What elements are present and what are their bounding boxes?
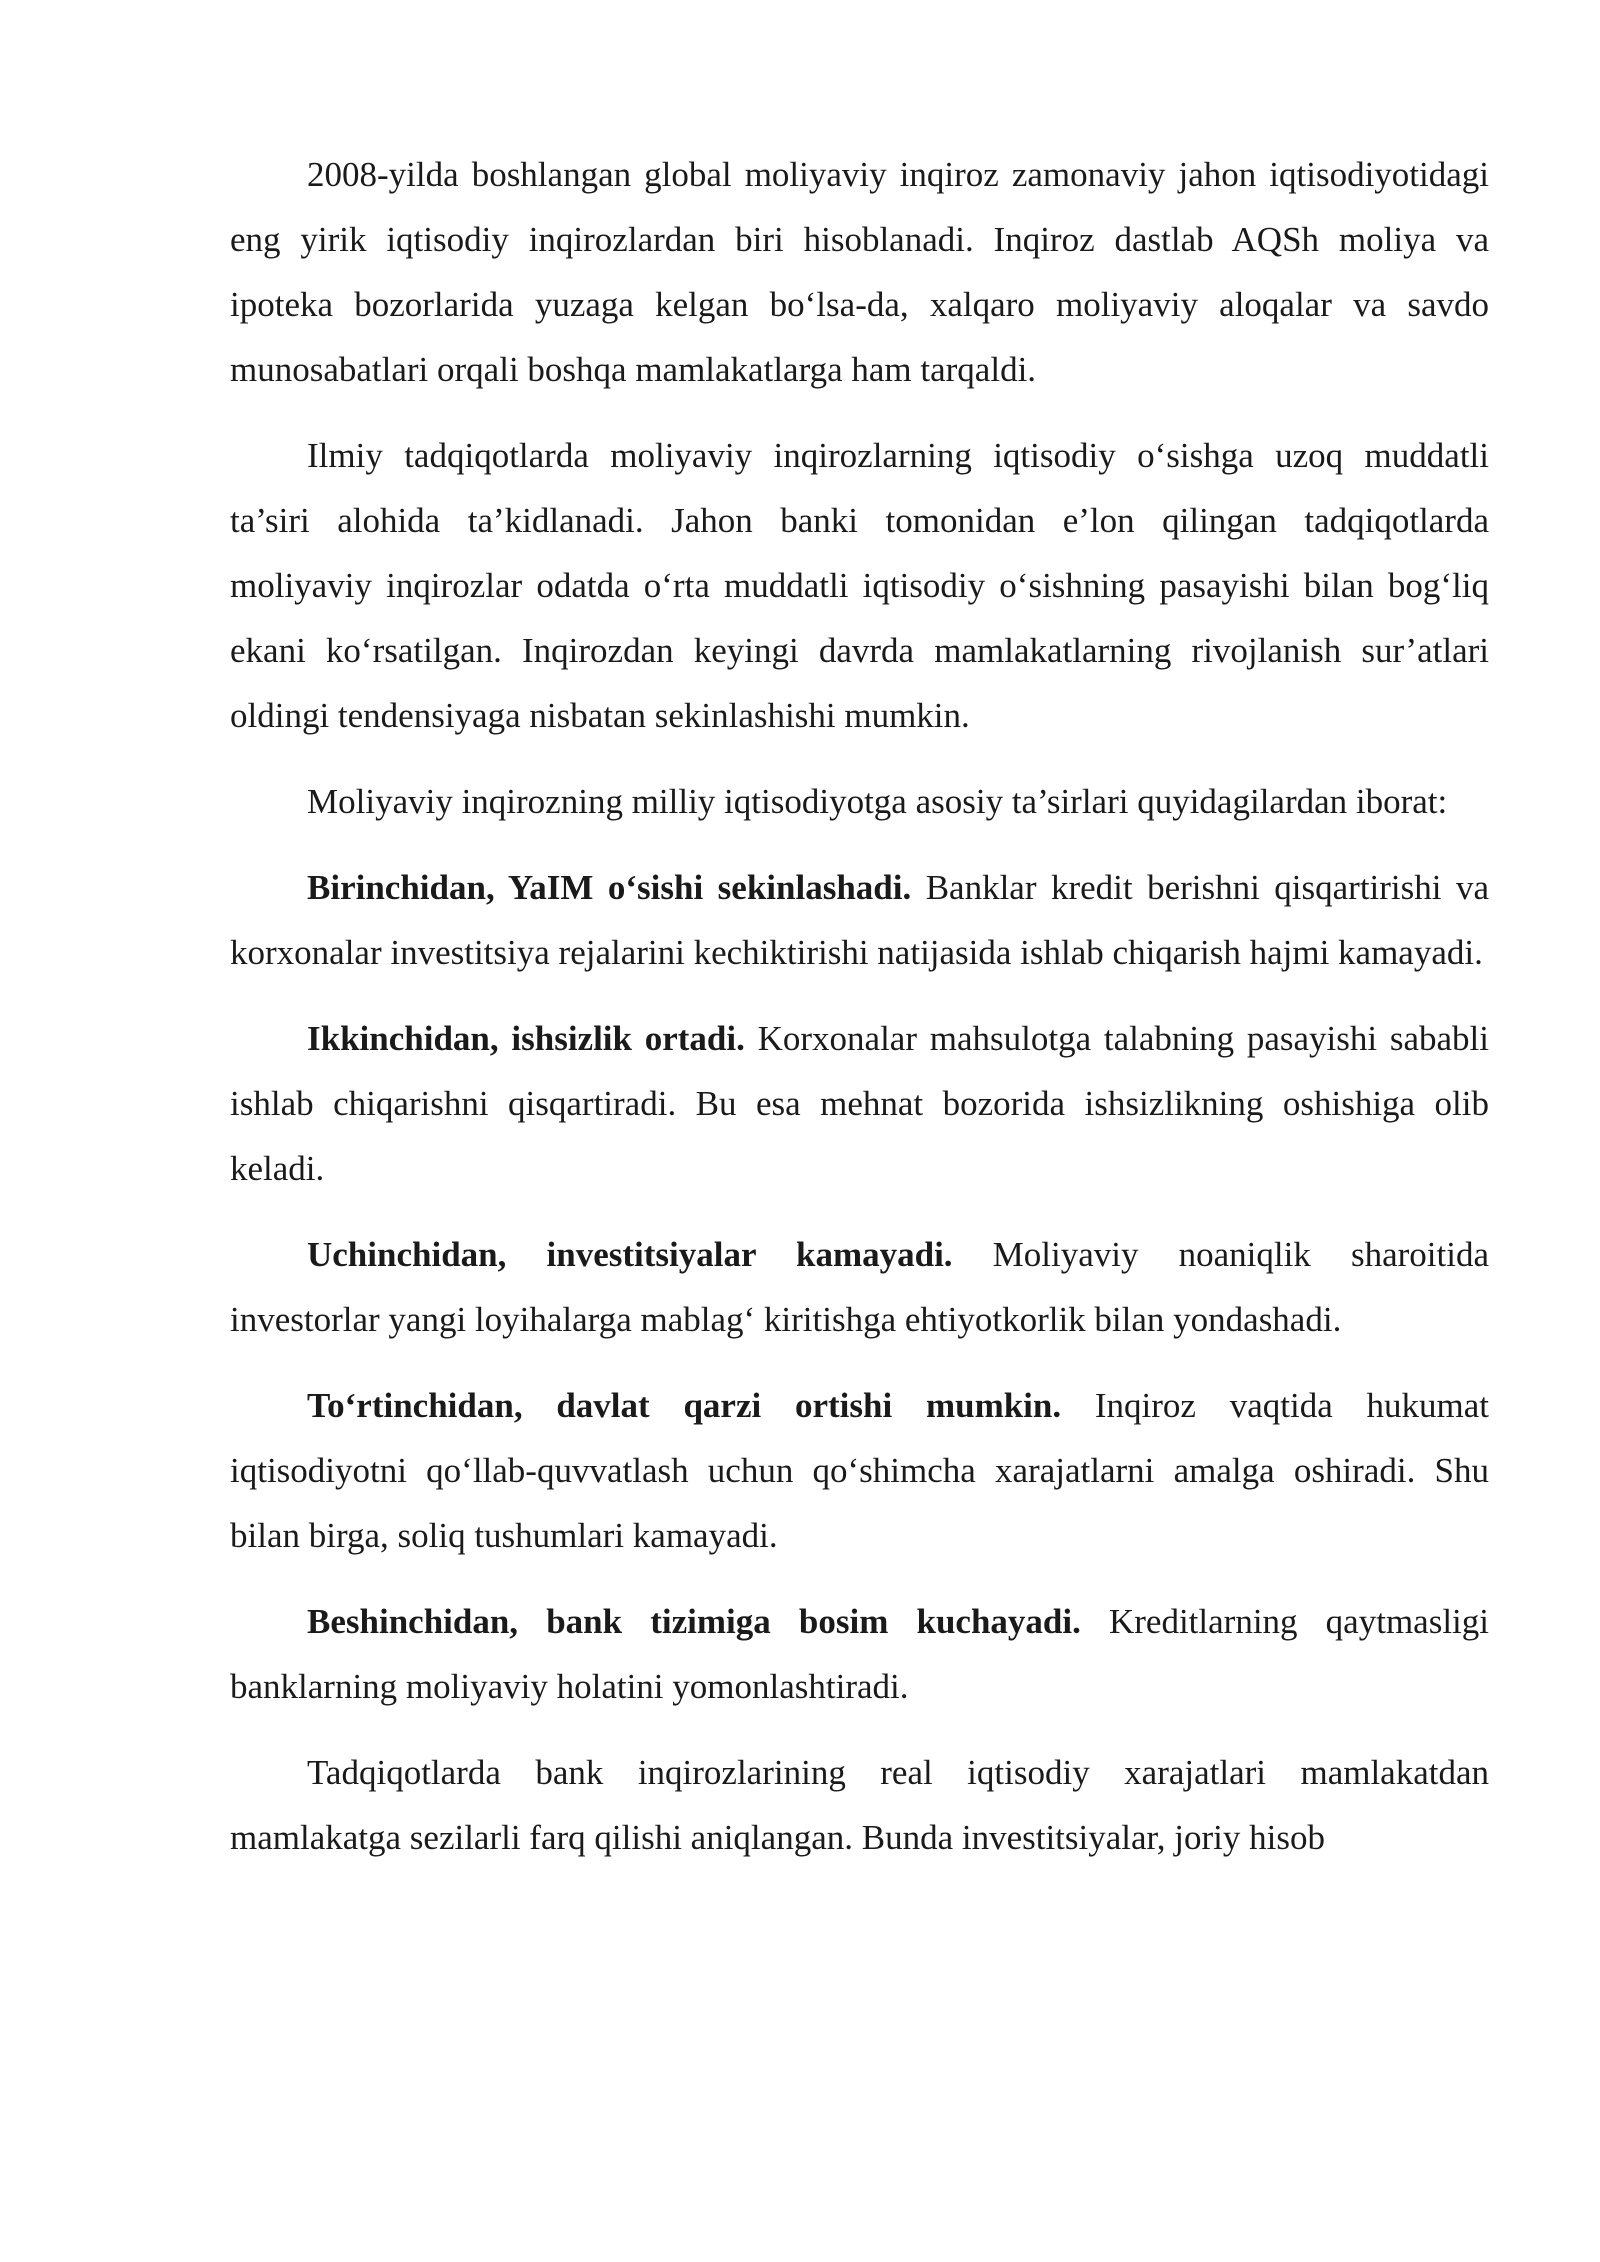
paragraph-effect-third xyxy=(230,1222,1489,1352)
paragraph-intro xyxy=(230,142,1489,402)
paragraph-text: Korxonalar mahsulotga talabning pasayishi sababli ishlab chiqarishni qisqartiradi. Bu esa mehnat bozorida ishsizlikning oshishiga olib keladi. xyxy=(230,1019,1489,1188)
paragraph-lead-bold: Beshinchidan, bank tizimiga bosim kuchayadi. xyxy=(307,1602,1081,1641)
paragraph-effects-intro xyxy=(230,769,1489,834)
paragraph-lead-bold: Uchinchidan, investitsiyalar kamayadi. xyxy=(307,1235,953,1274)
paragraph-effect-fourth xyxy=(230,1373,1489,1568)
paragraph-text: Banklar kredit berishni qisqartirishi va korxonalar investitsiya rejalarini kechiktirishi natijasida ishlab chiqarish hajmi kamayadi. xyxy=(230,868,1490,972)
paragraph-text: Moliyaviy noaniqlik sharoitida investorlar yangi loyihalarga mablag‘ kiritishga ehtiyotkorlik bilan yondashadi. xyxy=(230,1235,1489,1339)
paragraph-lead-bold: Ikkinchidan, ishsizlik ortadi. xyxy=(307,1019,745,1058)
paragraph-lead-bold: To‘rtinchidan, davlat qarzi ortishi mumkin. xyxy=(307,1386,1062,1425)
paragraph-effect-first xyxy=(230,855,1489,985)
paragraph-text: 2008-yilda boshlangan global moliyaviy inqiroz zamonaviy jahon iqtisodiyotidagi eng yirik iqtisodiy inqirozlardan biri hisoblanadi. Inqiroz dastlab AQSh moliya va ipoteka bozorlarida yuzaga kelgan bo‘lsa-da, xalqaro moliyaviy aloqalar va savdo munosabatlari orqali boshqa mamlakatlarga ham tarqaldi. xyxy=(230,155,1489,389)
paragraph-effect-fifth xyxy=(230,1589,1489,1719)
paragraph-text: Moliyaviy inqirozning milliy iqtisodiyotga asosiy ta’sirlari quyidagilardan iborat: xyxy=(307,782,1448,821)
paragraph-effect-second xyxy=(230,1006,1489,1201)
paragraph-text: Ilmiy tadqiqotlarda moliyaviy inqirozlarning iqtisodiy o‘sishga uzoq muddatli ta’siri alohida ta’kidlanadi. Jahon banki tomonidan e’lon qilingan tadqiqotlarda moliyaviy inqirozlar odatda o‘rta muddatli iqtisodiy o‘sishning pasayishi bilan bog‘liq ekani ko‘rsatilgan. Inqirozdan keyingi davrda mamlakatlarning rivojlanish sur’atlari oldingi tendensiyaga nisbatan sekinlashishi mumkin. xyxy=(230,436,1489,735)
paragraph-text: Kreditlarning qaytmasligi banklarning moliyaviy holatini yomonlashtiradi. xyxy=(230,1602,1489,1706)
paragraph-text: Inqiroz vaqtida hukumat iqtisodiyotni qo‘llab-quvvatlash uchun qo‘shimcha xarajatlarni amalga oshiradi. Shu bilan birga, soliq tushumlari kamayadi. xyxy=(230,1386,1489,1555)
document-body xyxy=(230,142,1489,1891)
paragraph-research xyxy=(230,423,1489,748)
paragraph-bank-crisis-costs xyxy=(230,1740,1489,1870)
paragraph-lead-bold: Birinchidan, YaIM o‘sishi sekinlashadi. xyxy=(307,868,912,907)
paragraph-text: Tadqiqotlarda bank inqirozlarining real iqtisodiy xarajatlari mamlakatdan mamlakatga sezilarli farq qilishi aniqlangan. Bunda investitsiyalar, joriy hisob xyxy=(230,1753,1489,1857)
